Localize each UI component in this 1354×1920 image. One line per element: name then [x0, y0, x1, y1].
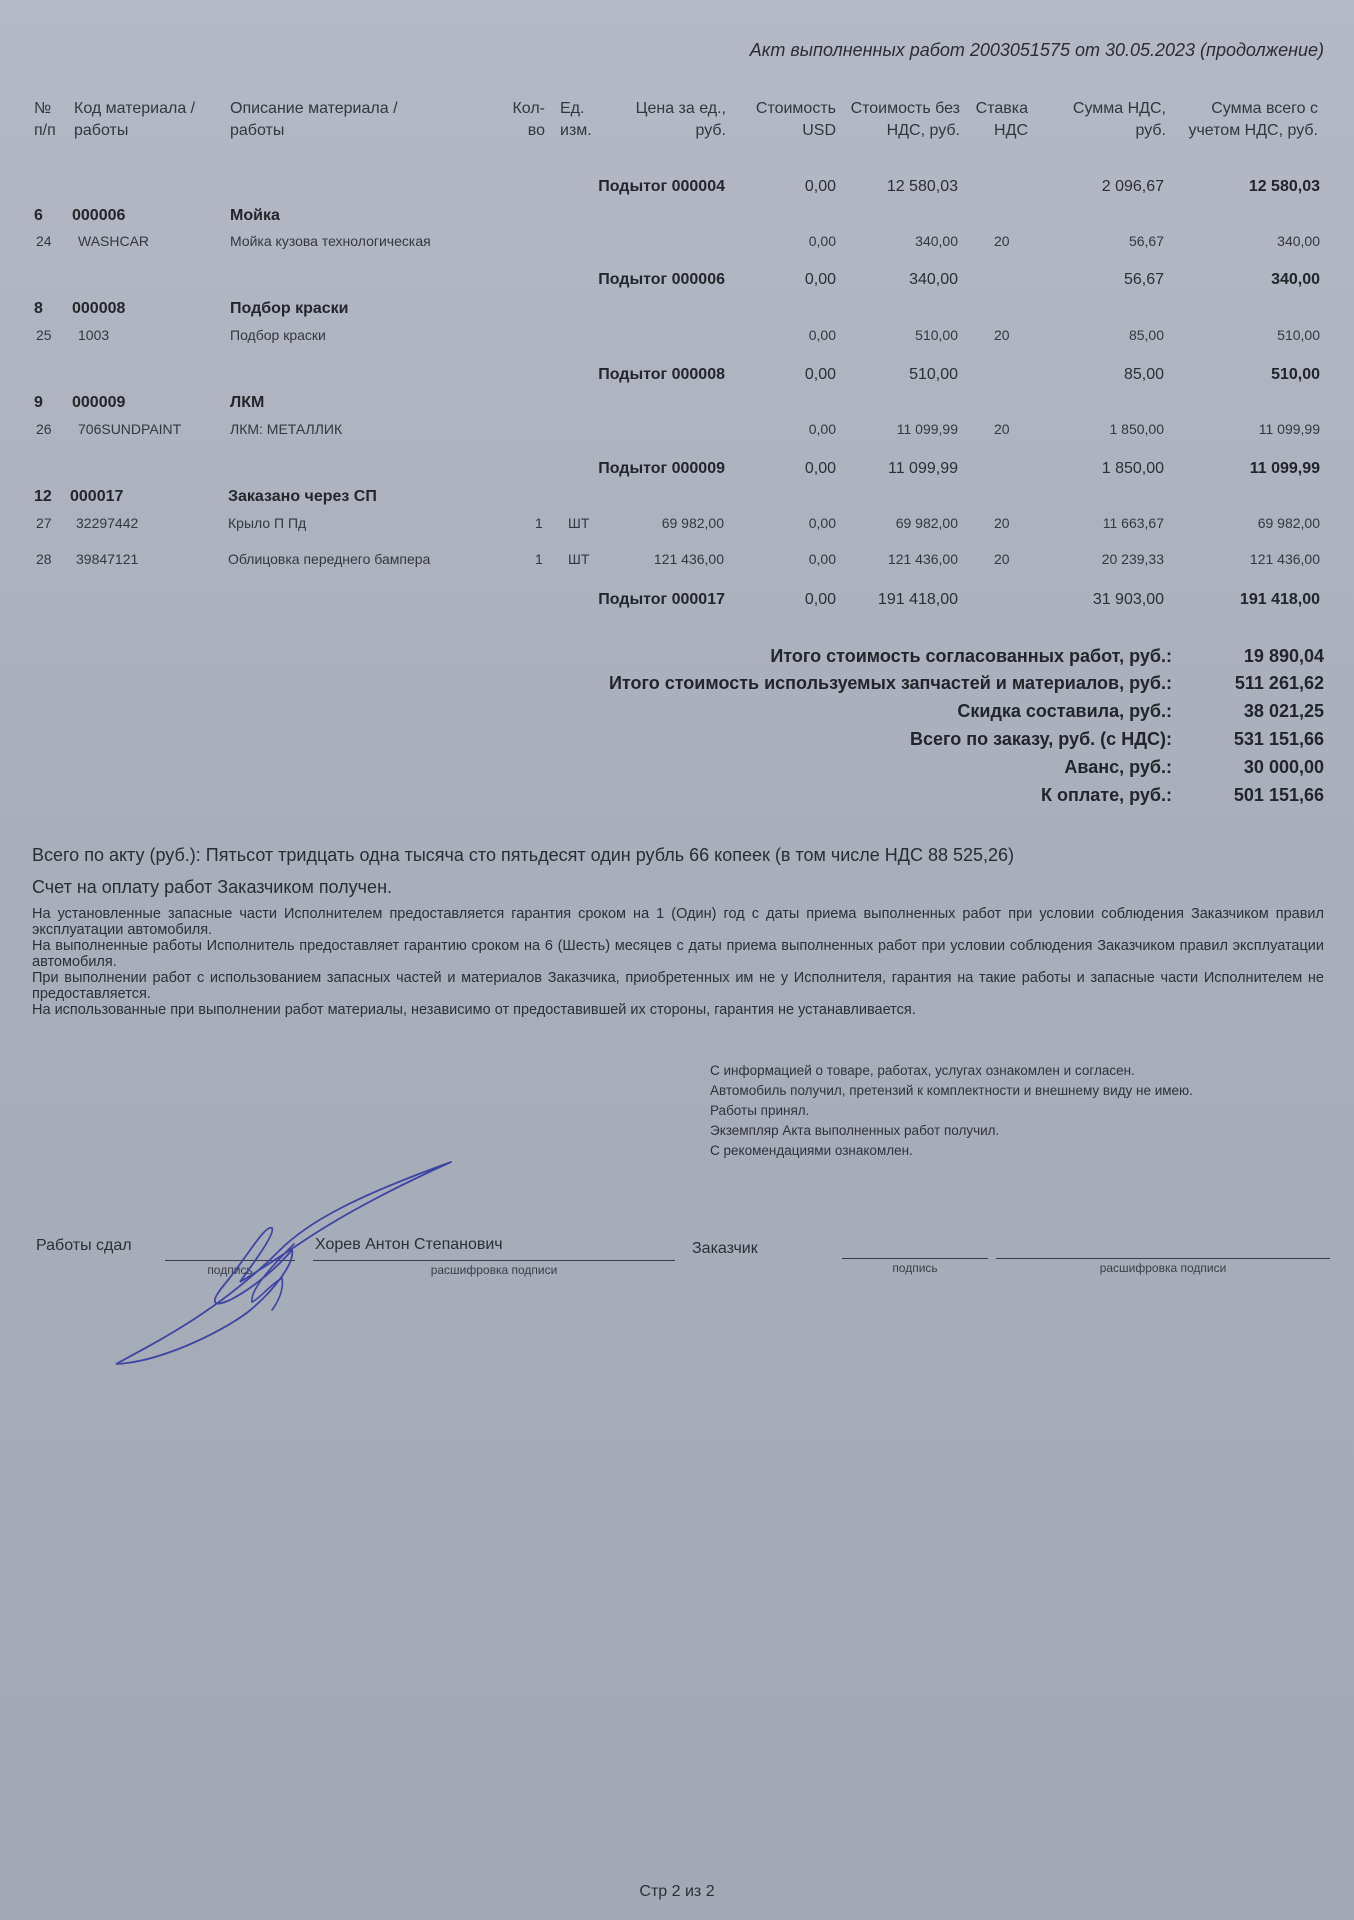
subtotal-total: 510,00 [1271, 366, 1320, 383]
item-vat: 56,67 [1128, 233, 1164, 249]
item-vat-rate: 20 [994, 421, 1010, 437]
group-name: Мойка [230, 207, 280, 224]
subtotal-total: 340,00 [1271, 271, 1320, 288]
header-unit: Ед. изм. [560, 100, 592, 139]
executor-name: Хорев Антон Степанович [315, 1236, 503, 1253]
warranty-term: На установленные запасные части Исполнителем предоставляется гарантия сроком на 1 (Один) год с даты приема выполненных работ при условии соблюдения Заказчиком правил эксплуатации автомобиля. [32, 906, 1324, 938]
item-vat-rate: 20 [994, 515, 1010, 531]
signature-caption: подпись [207, 1263, 253, 1277]
item-usd: 0,00 [808, 551, 836, 567]
group-code: 000006 [72, 207, 126, 224]
item-no-vat: 121 436,00 [887, 551, 958, 567]
item-vat-rate: 20 [994, 327, 1010, 343]
item-row [0, 551, 1354, 575]
item-unit: ШТ [568, 551, 590, 567]
item-description: ЛКМ: МЕТАЛЛИК [230, 421, 343, 437]
customer-label: Заказчик [692, 1240, 758, 1257]
subtotal-vat: 56,67 [1123, 271, 1164, 288]
item-no-vat: 69 982,00 [895, 515, 958, 531]
item-num: 26 [36, 421, 52, 437]
header-vat-rate: Ставка НДС [975, 100, 1028, 139]
decode-caption: расшифровка подписи [430, 1263, 558, 1277]
group-code: 000017 [70, 488, 124, 505]
totals-label: К оплате, руб.: [1040, 785, 1172, 805]
subtotal-usd: 0,00 [804, 178, 836, 195]
item-usd: 0,00 [808, 327, 836, 343]
totals-value: 501 151,66 [1233, 785, 1324, 805]
subtotal-no-vat: 12 580,03 [886, 178, 958, 195]
totals-label: Итого стоимость используемых запчастей и материалов, руб.: [608, 673, 1172, 693]
subtotal-label: Подытог 000009 [598, 460, 725, 477]
subtotal-total: 12 580,03 [1248, 178, 1320, 195]
item-row [0, 233, 1354, 257]
header-total: Сумма всего с учетом НДС, руб. [1188, 100, 1318, 139]
item-code: 39847121 [76, 551, 139, 567]
item-total: 11 099,99 [1258, 421, 1320, 437]
group-row [0, 207, 1354, 231]
totals-label: Скидка составила, руб.: [957, 701, 1172, 721]
item-vat: 85,00 [1128, 327, 1164, 343]
item-num: 27 [36, 515, 52, 531]
item-no-vat: 11 099,99 [896, 421, 958, 437]
customer-signature-line [842, 1258, 988, 1259]
subtotal-no-vat: 11 099,99 [888, 460, 958, 477]
acknowledgement-line: Экземпляр Акта выполненных работ получил. [710, 1123, 1000, 1138]
group-num: 12 [34, 488, 52, 505]
totals-value: 30 000,00 [1243, 757, 1324, 777]
group-code: 000009 [72, 394, 126, 411]
subtotal-total: 191 418,00 [1239, 591, 1320, 608]
group-num: 9 [34, 394, 43, 411]
totals-label: Итого стоимость согласованных работ, руб.: [770, 646, 1172, 666]
item-usd: 0,00 [808, 233, 836, 249]
header-description: Описание материала / работы [230, 100, 398, 139]
totals-label: Аванс, руб.: [1064, 757, 1172, 777]
item-code: 1003 [78, 327, 110, 343]
totals-value: 531 151,66 [1233, 729, 1324, 749]
subtotal-row [0, 366, 1354, 390]
item-no-vat: 510,00 [915, 327, 958, 343]
item-row [0, 515, 1354, 539]
header-code: Код материала / работы [74, 100, 196, 139]
acknowledgement-line: Работы принял. [710, 1103, 810, 1118]
customer-decode-line [996, 1258, 1330, 1259]
subtotal-usd: 0,00 [804, 460, 836, 477]
subtotal-no-vat: 510,00 [909, 366, 958, 383]
item-usd: 0,00 [808, 515, 836, 531]
subtotal-total: 11 099,99 [1249, 460, 1320, 477]
acknowledgement-line: С информацией о товаре, работах, услугах ознакомлен и согласен. [710, 1063, 1135, 1078]
group-name: ЛКМ [230, 394, 265, 411]
group-num: 8 [34, 300, 43, 317]
item-num: 24 [36, 233, 52, 249]
item-vat: 11 663,67 [1102, 515, 1164, 531]
item-price: 121 436,00 [653, 551, 724, 567]
invoice-received-note: Счет на оплату работ Заказчиком получен. [32, 877, 393, 897]
group-row [0, 300, 1354, 324]
item-description: Крыло П Пд [228, 515, 307, 531]
item-vat: 20 239,33 [1101, 551, 1164, 567]
document-title: Акт выполненных работ 2003051575 от 30.05.2023 (продолжение) [749, 40, 1324, 60]
totals-value: 511 261,62 [1234, 673, 1324, 693]
subtotal-usd: 0,00 [804, 366, 836, 383]
subtotal-no-vat: 340,00 [909, 271, 958, 288]
item-description: Подбор краски [230, 327, 326, 343]
acknowledgement-line: С рекомендациями ознакомлен. [710, 1143, 913, 1158]
item-description: Облицовка переднего бампера [228, 551, 431, 567]
decode-caption: расшифровка подписи [1099, 1261, 1227, 1275]
signature-caption: подпись [892, 1261, 938, 1275]
totals-value: 19 890,04 [1243, 646, 1324, 666]
totals-label: Всего по заказу, руб. (с НДС): [910, 729, 1172, 749]
item-total: 340,00 [1277, 233, 1320, 249]
header-cost-no-vat: Стоимость без НДС, руб. [850, 100, 960, 139]
subtotal-usd: 0,00 [804, 591, 836, 608]
item-total: 69 982,00 [1257, 515, 1320, 531]
subtotal-label: Подытог 000017 [598, 591, 725, 608]
acknowledgement-line: Автомобиль получил, претензий к комплектности и внешнему виду не имею. [710, 1083, 1193, 1098]
item-code: WASHCAR [78, 233, 150, 249]
subtotal-usd: 0,00 [804, 271, 836, 288]
item-usd: 0,00 [808, 421, 836, 437]
subtotal-no-vat: 191 418,00 [877, 591, 958, 608]
handwritten-signature [100, 1150, 470, 1370]
item-row [0, 421, 1354, 445]
group-code: 000008 [72, 300, 126, 317]
group-row [0, 488, 1354, 512]
group-name: Заказано через СП [228, 488, 377, 505]
group-name: Подбор краски [230, 300, 349, 317]
customer-acknowledgement [710, 1061, 1193, 1161]
item-total: 510,00 [1277, 327, 1320, 343]
subtotal-label: Подытог 000008 [598, 366, 725, 383]
warranty-term: На выполненные работы Исполнитель предоставляет гарантию сроком на 6 (Шесть) месяцев с даты приема выполненных работ при условии соблюдения Заказчиком правил эксплуатации автомобиля. [32, 938, 1324, 970]
subtotal-row [0, 178, 1354, 202]
item-unit: ШТ [568, 515, 590, 531]
item-num: 28 [36, 551, 52, 567]
header-num: № п/п [34, 100, 56, 139]
group-num: 6 [34, 207, 43, 224]
warranty-term: При выполнении работ с использованием запасных частей и материалов Заказчика, приобретенных им не у Исполнителя, гарантия на такие работы и запасные части Исполнителем не предоставляется. [32, 970, 1324, 1002]
item-qty: 1 [535, 551, 543, 567]
subtotal-label: Подытог 000004 [598, 178, 725, 195]
subtotal-vat: 85,00 [1123, 366, 1164, 383]
subtotal-vat: 1 850,00 [1101, 460, 1164, 477]
header-price: Цена за ед., руб. [635, 100, 726, 139]
executor-label: Работы сдал [36, 1237, 132, 1254]
header-usd: Стоимость USD [755, 100, 836, 139]
item-row [0, 327, 1354, 351]
page-number: Стр 2 из 2 [639, 1883, 715, 1900]
warranty-term: На использованные при выполнении работ материалы, независимо от предоставившей их стороны, гарантия не устанавливается. [32, 1002, 916, 1018]
item-description: Мойка кузова технологическая [230, 233, 431, 249]
item-vat: 1 850,00 [1109, 421, 1164, 437]
header-qty: Кол- во [512, 100, 545, 139]
item-num: 25 [36, 327, 52, 343]
group-row [0, 394, 1354, 418]
header-vat-sum: Сумма НДС, руб. [1072, 100, 1166, 139]
item-no-vat: 340,00 [915, 233, 958, 249]
total-in-words: Всего по акту (руб.): Пятьсот тридцать одна тысяча сто пятьдесят один рубль 66 копеек (в том числе НДС 88 525,26) [32, 845, 1015, 865]
subtotal-label: Подытог 000006 [598, 271, 725, 288]
item-code: 32297442 [76, 515, 139, 531]
subtotal-row [0, 271, 1354, 295]
subtotal-vat: 31 903,00 [1092, 591, 1164, 608]
item-code: 706SUNDPAINT [78, 421, 182, 437]
totals-value: 38 021,25 [1243, 701, 1324, 721]
item-vat-rate: 20 [994, 233, 1010, 249]
subtotal-row [0, 460, 1354, 484]
item-price: 69 982,00 [661, 515, 724, 531]
warranty-terms [32, 906, 1324, 1018]
subtotal-vat: 2 096,67 [1101, 178, 1164, 195]
item-total: 121 436,00 [1249, 551, 1320, 567]
item-qty: 1 [535, 515, 543, 531]
item-vat-rate: 20 [994, 551, 1010, 567]
subtotal-row [0, 591, 1354, 615]
